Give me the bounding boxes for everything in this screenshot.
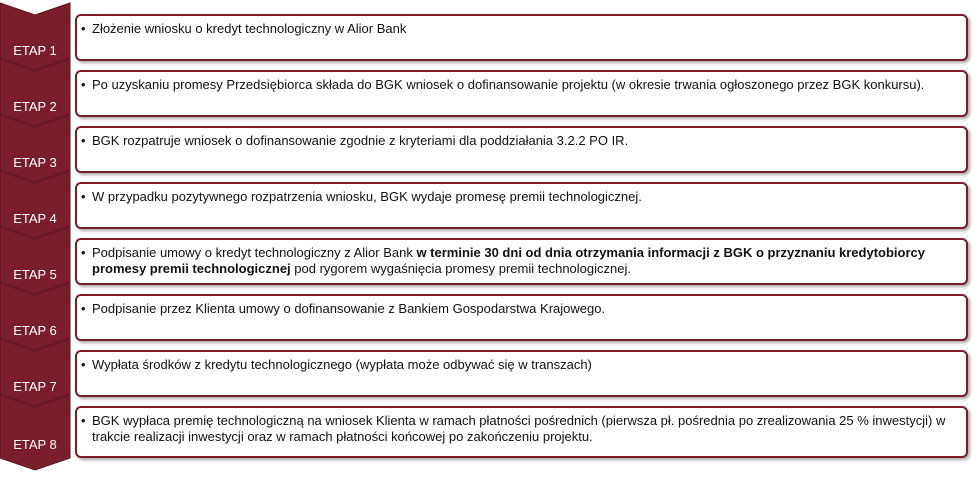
stage-text-5-part-1: Podpisanie umowy o kredyt technologiczny z Alior Bank xyxy=(92,245,417,260)
bullet-icon: • xyxy=(81,133,86,148)
stage-text-1: Złożenie wniosku o kredyt technologiczny w Alior Bank xyxy=(92,21,407,36)
stage-box-7 xyxy=(75,350,968,397)
stage-label-8: ETAP 8 xyxy=(13,437,57,452)
stage-text-2: Po uzyskaniu promesy Przedsiębiorca składa do BGK wniosek o dofinansowanie projektu (w okresie trwania ogłoszonego przez BGK konkursu). xyxy=(92,77,925,92)
stage-text-7: Wypłata środków z kredytu technologicznego (wypłata może odbywać się w transzach) xyxy=(92,357,592,372)
stage-box-6 xyxy=(75,294,968,341)
stage-label-7: ETAP 7 xyxy=(13,379,57,394)
stage-box-5 xyxy=(75,238,968,285)
stage-label-2: ETAP 2 xyxy=(13,99,57,114)
stage-text-8: BGK wypłaca premię technologiczną na wniosek Klienta w ramach płatności pośrednich (pierwsza pł. pośrednia po zrealizowania 25 % inwestycji) w trakcie realizacji inwestycji oraz w ramach płatności końcowej po zakończeniu projektu. xyxy=(92,413,946,444)
stage-text-4: W przypadku pozytywnego rozpatrzenia wniosku, BGK wydaje promesę premii technologicznej. xyxy=(92,189,642,204)
bullet-icon: • xyxy=(81,21,86,36)
stage-text-3: BGK rozpatruje wniosek o dofinansowanie zgodnie z kryteriami dla poddziałania 3.2.2 PO IR. xyxy=(92,133,629,148)
stage-box-4 xyxy=(75,182,968,229)
bullet-icon: • xyxy=(81,357,86,372)
stage-text-5-part-2: pod rygorem wygaśnięcia promesy premii technologicznej. xyxy=(290,261,631,276)
stage-label-4: ETAP 4 xyxy=(13,211,57,226)
bullet-icon: • xyxy=(81,189,86,204)
stage-text-5 xyxy=(85,245,954,277)
stage-box-2 xyxy=(75,70,968,117)
bullet-icon: • xyxy=(81,77,86,92)
stage-box-8 xyxy=(75,406,968,458)
stage-label-6: ETAP 6 xyxy=(13,323,57,338)
bullet-icon: • xyxy=(81,413,86,428)
stage-box-3 xyxy=(75,126,968,173)
stage-text-5-deadline: w terminie 30 dni od dnia otrzymania informacji z BGK o przyznaniu kredytobiorcy promesy premii technologicznej xyxy=(92,245,925,276)
stage-label-5: ETAP 5 xyxy=(13,267,57,282)
bullet-icon: • xyxy=(81,245,86,260)
chevron-etap-1 xyxy=(0,3,70,70)
stage-label-3: ETAP 3 xyxy=(13,155,57,170)
stage-label-1: ETAP 1 xyxy=(13,43,57,58)
bullet-icon: • xyxy=(81,301,86,316)
stage-box-1 xyxy=(75,14,968,61)
stage-text-6: Podpisanie przez Klienta umowy o dofinansowanie z Bankiem Gospodarstwa Krajowego. xyxy=(92,301,606,316)
